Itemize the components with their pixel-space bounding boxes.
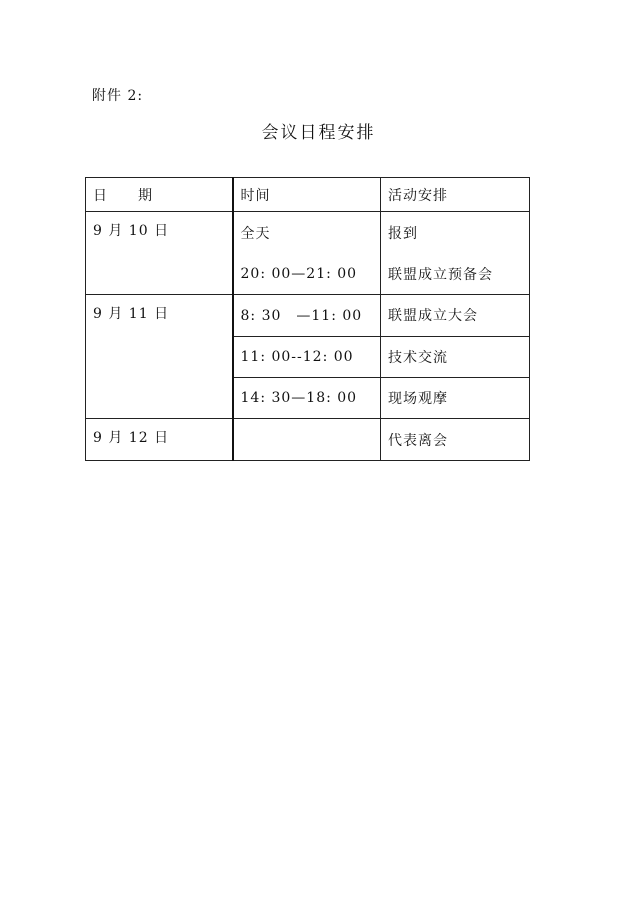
date-cell	[86, 336, 233, 377]
table-header-row	[86, 178, 530, 212]
table-row	[86, 212, 530, 254]
date-cell: 9 月 11 日	[86, 295, 233, 337]
activity-cell: 代表离会	[381, 419, 530, 461]
attachment-label: 附件 2:	[92, 88, 144, 104]
header-time: 时间	[233, 178, 381, 212]
activity-cell: 报到	[381, 212, 530, 254]
time-cell: 全天	[233, 212, 381, 254]
activity-cell: 技术交流	[381, 336, 530, 377]
activity-cell: 现场观摩	[381, 377, 530, 419]
date-cell	[86, 253, 233, 295]
header-date: 日 期	[86, 178, 233, 212]
date-cell: 9 月 10 日	[86, 212, 233, 254]
table-row	[86, 336, 530, 377]
table-row	[86, 377, 530, 419]
time-cell: 20: 00—21: 00	[233, 253, 381, 295]
table-row	[86, 419, 530, 461]
date-cell: 9 月 12 日	[86, 419, 233, 461]
time-cell	[233, 419, 381, 461]
table-row	[86, 253, 530, 295]
page-title: 会议日程安排	[261, 123, 376, 143]
activity-cell: 联盟成立大会	[381, 295, 530, 337]
table-row	[86, 295, 530, 337]
header-activity: 活动安排	[381, 178, 530, 212]
time-cell: 8: 30 —11: 00	[233, 295, 381, 337]
schedule-table	[85, 177, 530, 461]
activity-cell: 联盟成立预备会	[381, 253, 530, 295]
time-cell: 11: 00--12: 00	[233, 336, 381, 377]
date-cell	[86, 377, 233, 419]
time-cell: 14: 30—18: 00	[233, 377, 381, 419]
